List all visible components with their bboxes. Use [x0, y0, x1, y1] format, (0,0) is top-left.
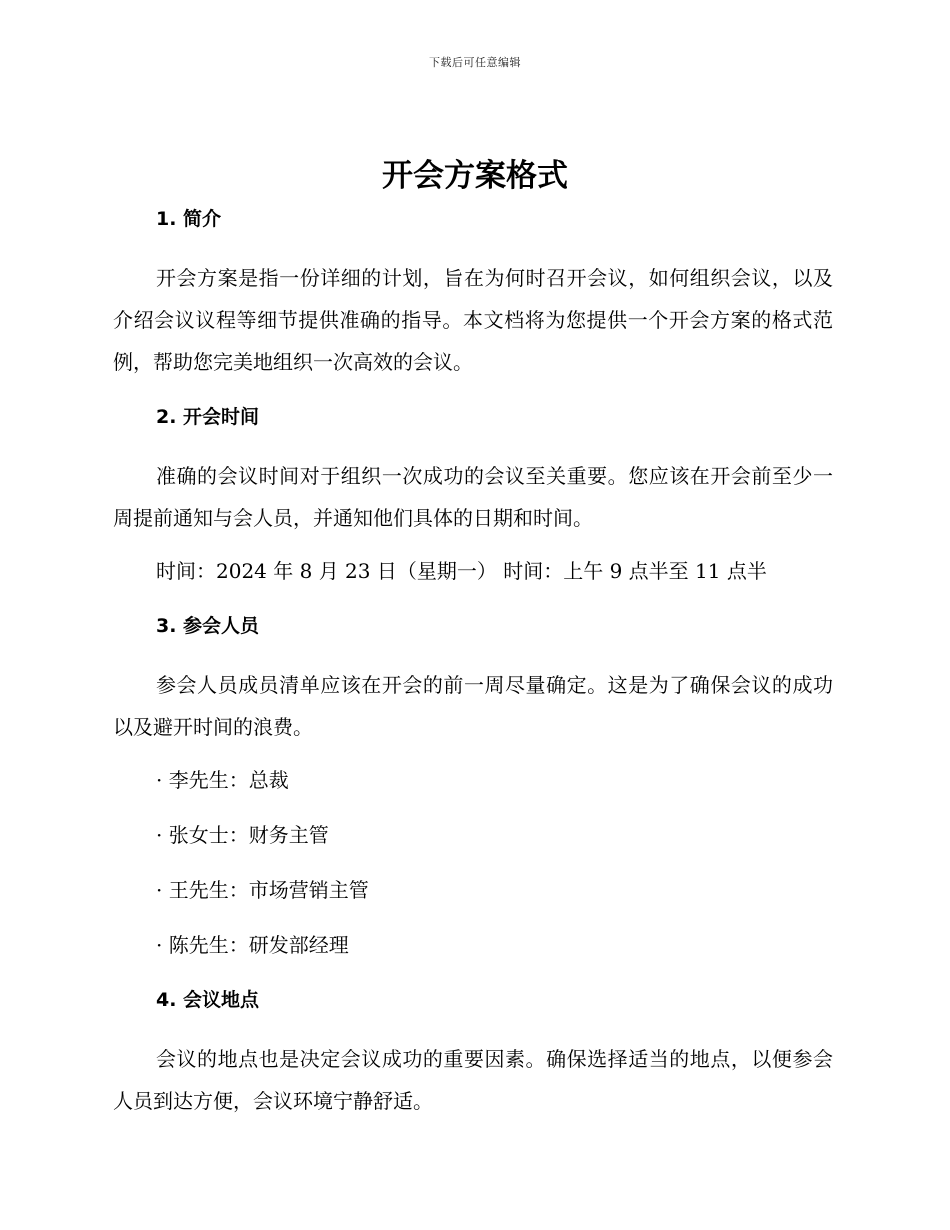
section-intro: [113, 205, 833, 383]
document-title: 开会方案格式: [382, 158, 568, 194]
paragraph: 准确的会议时间对于组织一次成功的会议至关重要。您应该在开会前至少一周提前通知与会人员，并通知他们具体的日期和时间。: [113, 464, 833, 530]
meeting-time-line: 时间：2024 年 8 月 23 日（星期一） 时间：上午 9 点半至 11 点半: [156, 559, 767, 583]
section-heading: 3. 参会人员: [156, 615, 260, 637]
attendee-item: · 陈先生：研发部经理: [156, 933, 349, 957]
paragraph: 会议的地点也是决定会议成功的重要因素。确保选择适当的地点，以便参会人员到达方便，会议环境宁静舒适。: [113, 1047, 833, 1113]
section-heading: 4. 会议地点: [156, 989, 260, 1011]
section-heading: 1. 简介: [156, 208, 222, 230]
section-meeting-time: [113, 403, 833, 585]
section-attendees: [113, 612, 833, 959]
attendee-list: [113, 766, 833, 959]
paragraph: 开会方案是指一份详细的计划，旨在为何时召开会议，如何组织会议，以及介绍会议议程等细节提供准确的指导。本文档将为您提供一个开会方案的格式范例，帮助您完美地组织一次高效的会议。: [113, 266, 833, 374]
document-body: [113, 205, 833, 1122]
section-heading: 2. 开会时间: [156, 406, 260, 428]
section-venue: [113, 986, 833, 1122]
attendee-item: · 李先生：总裁: [156, 768, 289, 792]
attendee-item: · 王先生：市场营销主管: [156, 878, 369, 902]
header-note: 下载后可任意编辑: [429, 56, 521, 69]
paragraph: 参会人员成员清单应该在开会的前一周尽量确定。这是为了确保会议的成功以及避开时间的浪费。: [113, 673, 833, 739]
attendee-item: · 张女士：财务主管: [156, 823, 329, 847]
